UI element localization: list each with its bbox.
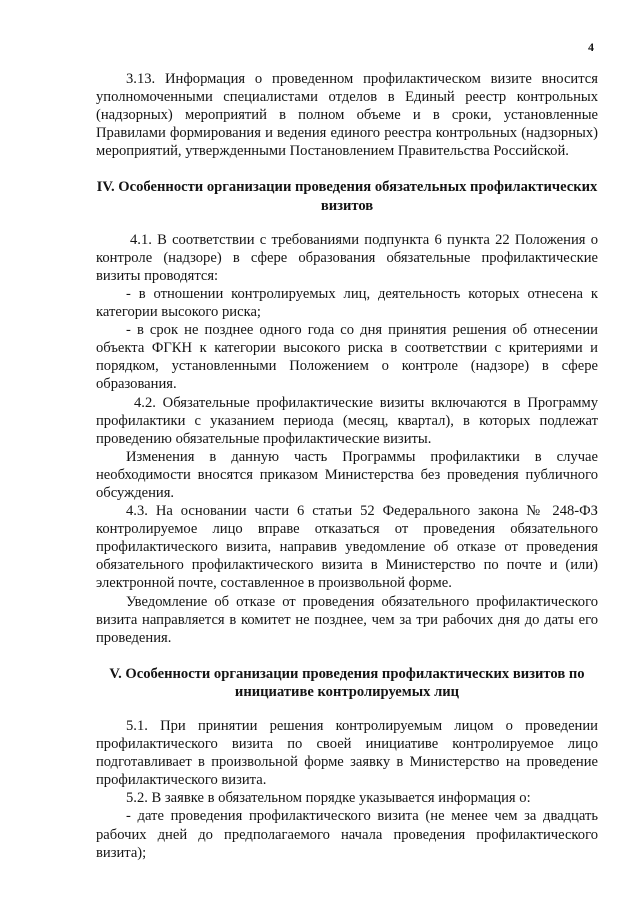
- paragraph-4-3-notice: Уведомление об отказе от проведения обязательного профилактического визита направляется в комитет не позднее, чем за три рабочих дня до даты его проведения.: [96, 593, 598, 646]
- paragraph-5-2-item-1: - дате проведения профилактического визита (не менее чем за двадцать рабочих дней до предполагаемого начала проведения профилактического визита);: [96, 808, 598, 861]
- paragraph-5-1: 5.1. При принятии решения контролируемым лицом о проведении профилактического визита по своей инициативе контролируемое лицо подготавливает в произвольной форме заявку в Министерство на проведение профилактического визита.: [96, 718, 598, 789]
- section-heading-v: V. Особенности организации проведения профилактических визитов по инициативе контролируемых лиц: [109, 665, 585, 700]
- document-body: [96, 70, 598, 862]
- paragraph-4-3: 4.3. На основании части 6 статьи 52 Федерального закона № 248-ФЗ контролируемое лицо вправе отказаться от проведения обязательного профилактического визита, направив уведомление об отказе от проведения обязательного профилактического визита в Министерство по почте и (или) электронной почте, составленное в произвольной форме.: [96, 503, 598, 592]
- paragraph-4-1-item-1: - в отношении контролируемых лиц, деятельность которых отнесена к категории высокого риска;: [96, 285, 598, 321]
- paragraph-3-13: 3.13. Информация о проведенном профилактическом визите вносится уполномоченными специалистами отделов в Единый реестр контрольных (надзорных) мероприятий в полном объеме и в сроки, установленные Правилами формирования и ведения единого реестра контрольных (надзорных) мероприятий, утвержденными Постановлением Правительства Российской.: [96, 71, 598, 160]
- page-number: 4: [588, 40, 594, 54]
- section-heading-iv: IV. Особенности организации проведения обязательных профилактических визитов: [96, 179, 598, 214]
- paragraph-5-2: 5.2. В заявке в обязательном порядке указывается информация о:: [126, 790, 531, 807]
- paragraph-4-1-item-2: - в срок не позднее одного года со дня принятия решения об отнесении объекта ФГКН к категории высокого риска в соответствии с критериями и порядком, установленными Положением о контроле (надзоре) в сфере образования.: [96, 322, 598, 393]
- paragraph-4-1: 4.1. В соответствии с требованиями подпункта 6 пункта 22 Положения о контроле (надзоре) в сфере образования обязательные профилактические визиты проводятся:: [96, 231, 598, 284]
- paragraph-4-2-changes: Изменения в данную часть Программы профилактики в случае необходимости вносятся приказом Министерства без проведения публичного обсуждения.: [96, 448, 598, 501]
- paragraph-4-2: 4.2. Обязательные профилактические визиты включаются в Программу профилактики с указанием периода (месяц, квартал), в которых подлежат проведению обязательные профилактические визиты.: [96, 394, 598, 447]
